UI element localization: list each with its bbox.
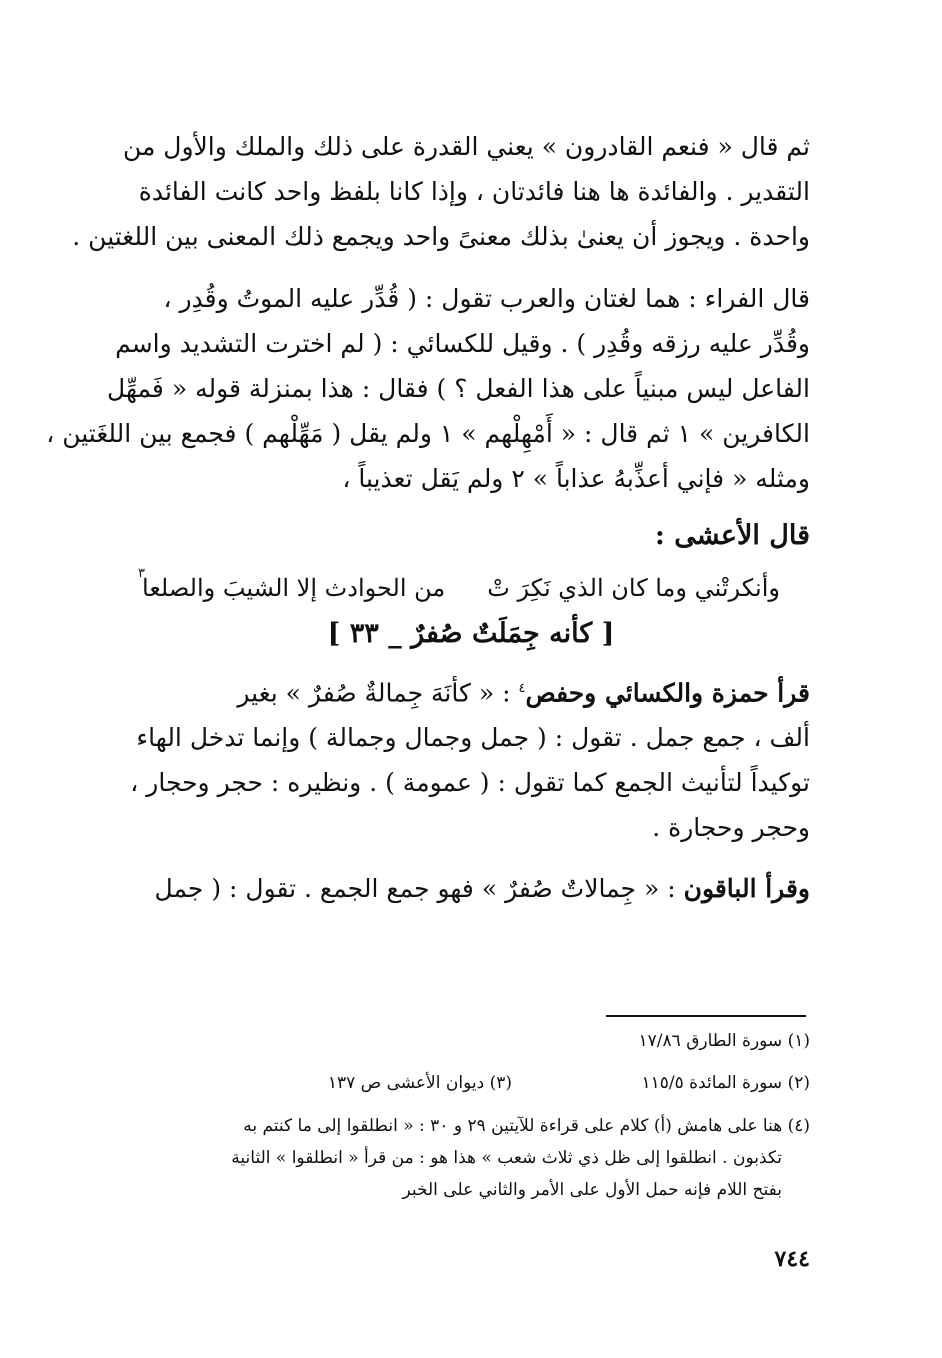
footnote-line: بفتح اللام فإنه حمل الأول على الأمر والثاني على الخبر (402, 1180, 782, 1200)
text-line: وحجر وحجارة . (652, 813, 810, 843)
footnote-marker: ٣ (138, 566, 145, 581)
page-number: ٧٤٤ (774, 1246, 810, 1272)
text-line (132, 866, 810, 911)
footnote-line: (٤) هنا على هامش (أ) كلام على قراءة للآيتين ٢٩ و ٣٠ : « انطلقوا إلى ما كنتم به (243, 1116, 810, 1136)
reader-names: وقرأ الباقون (683, 874, 810, 903)
text-line: التقدير . والفائدة ها هنا فائدتان ، وإذا كانا بلفظ واحد كانت الفائدة (138, 177, 810, 206)
text-segment: : « كأنَهَ جِمالةٌ صُفرٌ » بغير (237, 678, 519, 708)
verse-hemistich-1: وأنكرتْني وما كان الذي نَكِرَ تْ (487, 574, 780, 602)
text-line (132, 666, 810, 715)
text-line: قال الفراء : هما لغتان والعرب تقول : ( قُدِّر عليه الموتُ وقُدِر ، (163, 284, 810, 313)
footnote-marker: ٤ (518, 681, 526, 696)
poetry-verse (132, 566, 810, 614)
text-line: ومثله « فإني أعذِّبهُ عذاباً » ٢ ولم يَقل تعذيباً ، (342, 464, 810, 493)
paragraph-1 (72, 124, 810, 259)
text-line: ثم قال « فنعم القادرون » يعني القدرة على ذلك والملك والأول من (122, 132, 810, 161)
verse-hemistich-2: من الحوادث إلا الشيبَ والصلعا (142, 574, 446, 602)
footnote-1: (١) سورة الطارق ١٧/٨٦ (638, 1031, 810, 1051)
reader-names: قرأ حمزة والكسائي وحفص (525, 678, 810, 708)
text-line: الفاعل ليس مبنياً على هذا الفعل ؟ ) فقال : هذا بمنزلة قوله « فَمهِّل (107, 374, 810, 403)
footnote-4 (132, 1110, 810, 1206)
verse-title: [ كأنه جِمَلَتٌ صُفرٌ _ ٣٣ ] (327, 618, 615, 649)
text-line: الكافرين » ١ ثم قال : « أَمْهِلْهم » ١ ولم يقل ( مَهِّلْهم ) فجمع بين اللغَتين ، (46, 419, 810, 448)
section-heading: قال الأعشى : (654, 520, 810, 551)
paragraph-2 (46, 276, 810, 501)
paragraph-4 (132, 866, 810, 911)
footnote-divider (606, 1015, 806, 1017)
text-segment: : « جِمالاتٌ صُفرٌ » فهو جمع الجمع . تقول : ( جمل (154, 874, 684, 903)
footnote-line: تكذبون . انطلقوا إلى ظل ذي ثلاث شعب » هذا هو : من قرأ « انطلقوا » الثانية (231, 1148, 782, 1168)
text-line: واحدة . ويجوز أن يعنىٰ بذلك معنىً واحد ويجمع ذلك المعنى بين اللغتين . (72, 222, 810, 251)
paragraph-3 (132, 666, 810, 850)
footnote-2: (٢) سورة المائدة ١١٥/٥ (641, 1073, 810, 1093)
text-line: ألف ، جمع جمل . تقول : ( جمل وجمال وجمالة ) وإنما تدخل الهاء (136, 723, 810, 753)
text-line: وقُدِّر عليه رزقه وقُدِر ) . وقيل للكسائي : ( لم اخترت التشديد واسم (115, 329, 810, 358)
text-line: توكيداً لتأنيث الجمع كما تقول : ( عمومة ) . ونظيره : حجر وحجار ، (130, 768, 810, 798)
footnote-3: (٣) ديوان الأعشى ص ١٣٧ (327, 1073, 512, 1093)
